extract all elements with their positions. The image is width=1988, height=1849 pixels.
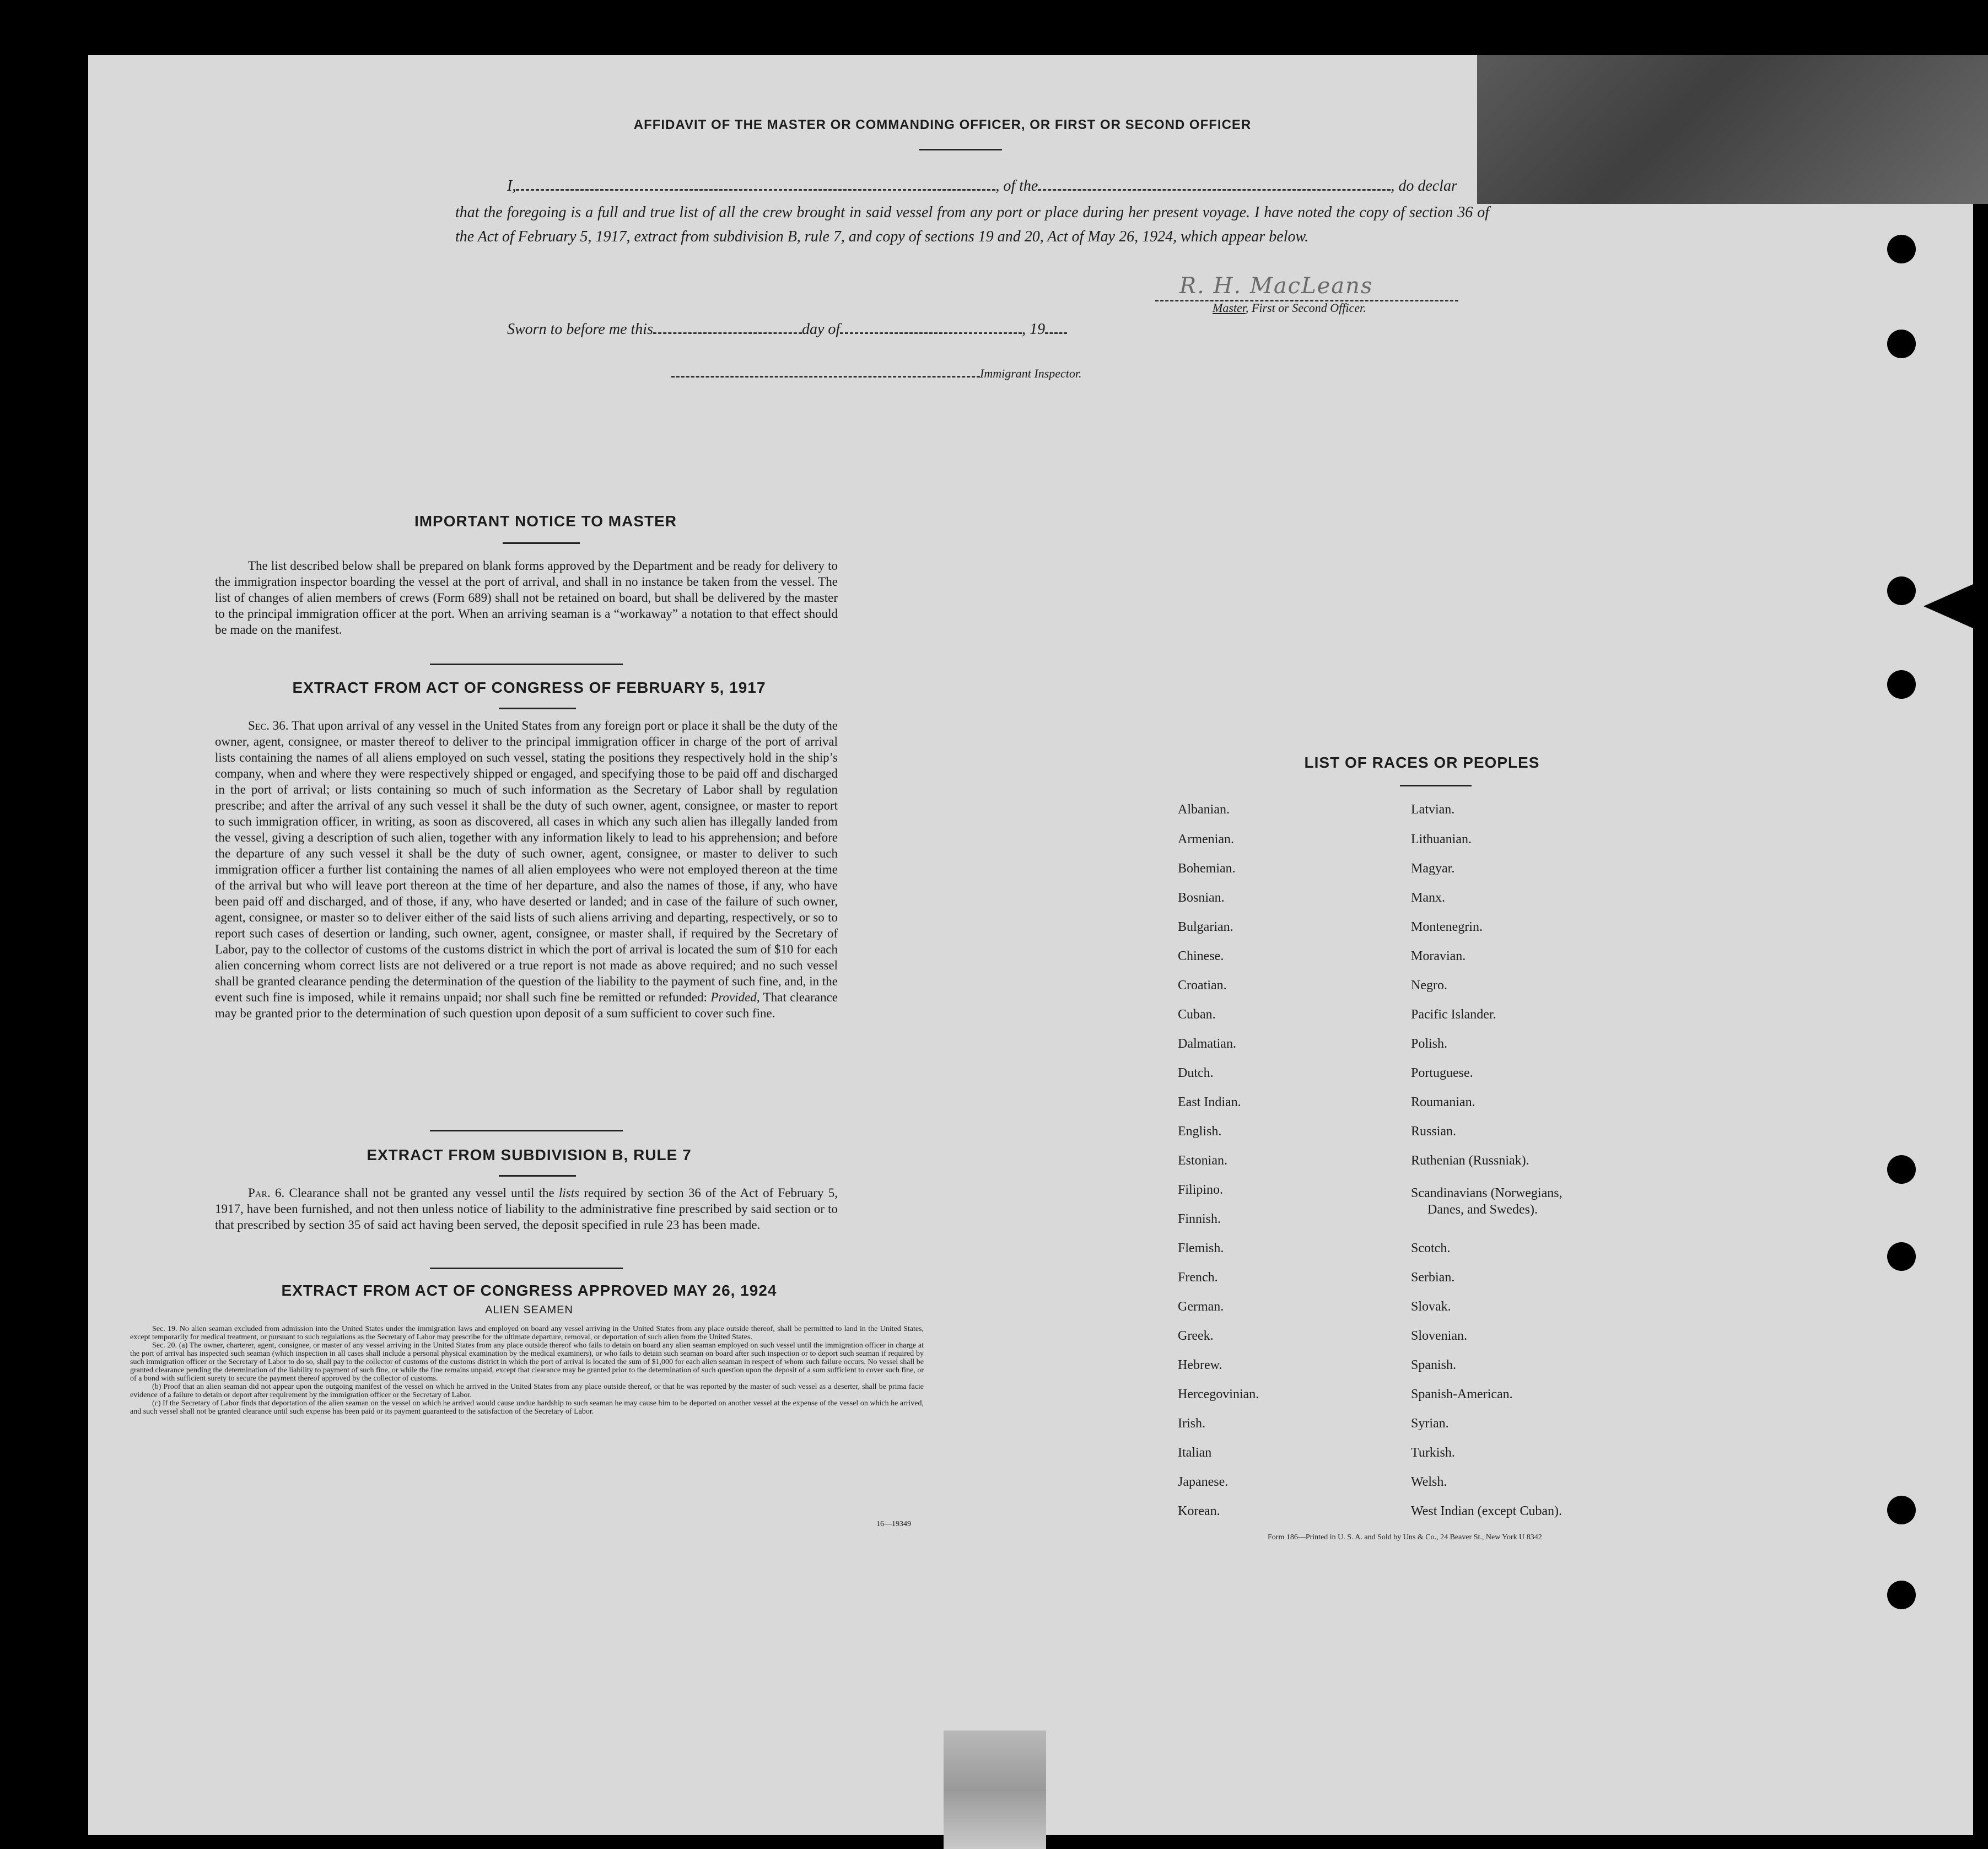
extract-rule7-body — [215, 1185, 838, 1233]
race-item: Finnish. — [1178, 1212, 1221, 1226]
notice-paragraph: The list described below shall be prepared on blank forms approved by the Department and be ready for delivery to the immigration inspector boarding the vessel at the port of arrival, and shall in no instance be taken from the vessel. The list of changes of alien members of crews (Form 689) shall not be retained on board, but shall be delivered by the master to the principal immigration officer at the port. When an arriving seaman is a “workaway” a notation to that effect should be made on the manifest. — [215, 559, 838, 637]
divider — [430, 1268, 623, 1269]
divider — [503, 542, 580, 544]
race-item: Manx. — [1411, 891, 1445, 905]
day-of-label: day of — [801, 321, 841, 338]
race-item: Lithuanian. — [1411, 832, 1472, 847]
race-item: Moravian. — [1411, 949, 1466, 963]
year-blank[interactable] — [1045, 322, 1067, 334]
binder-hole — [1887, 1242, 1916, 1271]
race-item: Hebrew. — [1178, 1358, 1222, 1372]
binder-hole — [1887, 330, 1916, 358]
divider — [1400, 785, 1472, 786]
inspector-signature-blank[interactable] — [671, 366, 980, 378]
sec20a-text: Sec. 20. (a) The owner, charterer, agent, consignee, or master of any vessel arriving in the United States from any place outside thereof who fails to detain on board any alien seaman employed on such vessel until the immigration officer in charge at the port of arrival has inspected such seaman (which inspection in all cases shall include a personal physical examination by the medical examiners), or who fails to detain such seaman on board after such inspection or to deport such seaman if required by such immigration officer or the Secretary of Labor to do so, shall pay to the collector of customs of the customs district in which the port of arrival is located the sum of $1,000 for each alien seaman in respect of whom such failure occurs. No vessel shall be granted clearance pending the determination of the liability to payment of such fine, or while the fine remains unpaid, except that clearance may be granted prior to the determination of such question upon the deposit of a sum sufficient to cover such fine, or of a bond with sufficient surety to secure the payment thereof approved by the collector of customs. — [130, 1341, 924, 1383]
extract-rule7-title: EXTRACT FROM SUBDIVISION B, RULE 7 — [367, 1146, 692, 1163]
notice-title: IMPORTANT NOTICE TO MASTER — [414, 513, 677, 530]
extract-1917-body — [215, 718, 838, 1021]
race-item: Greek. — [1178, 1329, 1214, 1343]
race-item: Filipino. — [1178, 1183, 1224, 1197]
provided-label: Provided, — [710, 990, 760, 1004]
race-item: Dutch. — [1178, 1066, 1214, 1080]
race-item: Hercegovinian. — [1178, 1387, 1259, 1401]
race-item: Armenian. — [1178, 832, 1234, 847]
race-item: Montenegrin. — [1411, 920, 1483, 934]
binder-hole — [1887, 1581, 1916, 1609]
year-label: , 19 — [1022, 321, 1046, 338]
race-item: Japanese. — [1178, 1475, 1229, 1489]
race-item: Latvian. — [1411, 802, 1455, 817]
printer-footer: Form 186—Printed in U. S. A. and Sold by Uns & Co., 24 Beaver St., New York U 8342 — [1268, 1533, 1542, 1541]
master-label: Master — [1213, 301, 1246, 315]
inspector-line — [671, 366, 1082, 381]
race-item: Chinese. — [1178, 949, 1224, 963]
lists-word: lists — [558, 1186, 580, 1200]
race-item: Spanish-American. — [1411, 1387, 1513, 1401]
sec20c-text: (c) If the Secretary of Labor finds that deportation of the alien seaman on the vessel on which he arrived would cause undue hardship to such seaman he may cause him to be deported on another vessel at the expense of the vessel on which he arrived, and such vessel shall not be granted clearance until such expense has been paid or its payment guaranteed to the satisfaction of the Secretary of Labor. — [130, 1399, 924, 1416]
race-item: Portuguese. — [1411, 1066, 1473, 1080]
race-item: Ruthenian (Russniak). — [1411, 1153, 1529, 1168]
race-item: Danes, and Swedes). — [1427, 1203, 1538, 1217]
race-item: Bosnian. — [1178, 891, 1225, 905]
binder-hole — [1887, 1496, 1916, 1524]
vessel-name-blank[interactable] — [1038, 179, 1391, 191]
race-item: Negro. — [1411, 978, 1447, 993]
inspector-label: Immigrant Inspector. — [980, 366, 1082, 380]
race-item: Russian. — [1411, 1124, 1457, 1139]
month-blank[interactable] — [840, 322, 1022, 334]
race-item: Irish. — [1178, 1416, 1205, 1431]
divider — [430, 1130, 623, 1131]
sec20b-text: (b) Proof that an alien seaman did not appear upon the outgoing manifest of the vessel on which he arrived in the United States from any place outside thereof, or that he was reported by the master of such vessel as a deserter, shall be prima facie evidence of a failure to detain or deport after requirement by the immigration officer or the Secretary of Labor. — [130, 1383, 924, 1399]
day-blank[interactable] — [653, 322, 802, 334]
master-signature: R. H. MacLeans — [1179, 273, 1373, 299]
race-item: Italian — [1178, 1446, 1212, 1460]
binder-hole — [1887, 235, 1916, 263]
race-item: Korean. — [1178, 1504, 1220, 1518]
race-item: Cuban. — [1178, 1007, 1216, 1022]
race-item: Slovenian. — [1411, 1329, 1467, 1343]
of-the-label: , of the — [995, 177, 1038, 195]
race-item: Bohemian. — [1178, 861, 1236, 876]
divider — [499, 1175, 576, 1177]
alien-seamen-subtitle: ALIEN SEAMEN — [485, 1304, 573, 1316]
race-item: English. — [1178, 1124, 1222, 1139]
race-item: Scandinavians (Norwegians, — [1411, 1186, 1563, 1200]
section-label: Sec. 36. — [248, 719, 289, 732]
race-item: French. — [1178, 1270, 1218, 1285]
race-item: East Indian. — [1178, 1095, 1241, 1109]
race-item: Roumanian. — [1411, 1095, 1475, 1109]
divider — [499, 708, 576, 709]
do-declare-label: , do declar — [1391, 177, 1457, 195]
race-item: Serbian. — [1411, 1270, 1455, 1285]
tape-strip-top — [1477, 55, 1988, 204]
sworn-line — [507, 321, 1067, 338]
race-item: German. — [1178, 1300, 1224, 1314]
race-item: West Indian (except Cuban). — [1411, 1504, 1562, 1518]
sec19-text: Sec. 19. No alien seaman excluded from admission into the United States under the immigration laws and employed on board any vessel arriving in the United States from any place outside thereof, shall be permitted to land in the United States, except temporarily for medical treatment, or pursuant to such regulations as the Secretary of Labor may prescribe for the ultimate departure, removal, or deportation of such alien from the United States. — [130, 1325, 924, 1341]
race-item: Dalmatian. — [1178, 1037, 1236, 1051]
binder-hole — [1887, 670, 1916, 699]
affidavit-body: that the foregoing is a full and true list of all the crew brought in said vessel from any port or place during her present voyage. I have noted the copy of section 36 of the Act of February 5, 1917, extract from subdivision B, rule 7, and copy of sections 19 and 20, Act of May 26, 1924, which appear below. — [455, 204, 1489, 245]
race-item: Albanian. — [1178, 802, 1230, 817]
torn-edge — [1924, 584, 1973, 628]
binder-hole — [1887, 1155, 1916, 1184]
rule-text-a: Clearance shall not be granted any vessel until the — [289, 1186, 554, 1200]
divider — [430, 664, 623, 665]
affidavit-title: AFFIDAVIT OF THE MASTER OR COMMANDING OFFICER, OR FIRST OR SECOND OFFICER — [633, 117, 1252, 132]
extract-1924-body — [130, 1325, 924, 1416]
race-item: Estonian. — [1178, 1153, 1227, 1168]
paragraph-label: Par. 6. — [248, 1186, 285, 1200]
officer-label: , First or Second Officer. — [1245, 301, 1366, 315]
race-item: Syrian. — [1411, 1416, 1449, 1431]
notice-body — [215, 558, 838, 638]
race-item: Welsh. — [1411, 1475, 1447, 1489]
race-item: Scotch. — [1411, 1241, 1451, 1255]
race-item: Spanish. — [1411, 1358, 1457, 1372]
section-text: That upon arrival of any vessel in the United States from any foreign port or place it shall be the duty of the owner, agent, consignee, or master thereof to deliver to the principal immigration officer in charge of the port of arrival lists containing the names of all aliens employed on such vessel, stating the positions they respectively hold in the ship’s company, when and where they were respectively shipped or engaged, and specifying those to be paid off and discharged in the port of arrival; or lists containing so much of such information as the Secretary of Labor shall by regulation prescribe; and after the arrival of any such vessel it shall be the duty of such owner, agent, consignee, or master to report to such immigration officer, in writing, as soon as discovered, all cases in which any such alien has illegally landed from the vessel, giving a description of such alien, together with any information likely to lead to his apprehension; and before the departure of any such vessel it shall be the duty of such owner, agent, consignee, or master to deliver to such immigration officer a further list containing the names of all alien employees who were not employed thereon at the time of the arrival but who will leave port thereon at the time of her departure, and also the names of those, if any, who have been paid off and discharged, and of those, if any, who have deserted or landed; and in case of the failure of such owner, agent, consignee, or master so to deliver either of the said lists of such aliens arriving and departing, respectively, or so to report such cases of desertion or landing, such owner, agent, consignee, or master shall, if required by the Secretary of Labor, pay to the collector of customs of the customs district in which the port of arrival is located the sum of $10 for each alien concerning whom correct lists are not delivered or a true report is not made as above required; and no such vessel shall be granted clearance pending the determination of the question of the liability to the payment of such fine, and, in the event such fine is imposed, while it remains unpaid; nor shall such fine be remitted or refunded: — [215, 719, 838, 1004]
race-item: Bulgarian. — [1178, 920, 1233, 934]
declaration-line — [507, 177, 1457, 195]
divider — [919, 149, 1002, 150]
binder-hole — [1887, 576, 1916, 605]
tape-strip-bottom — [944, 1731, 1046, 1849]
race-item: Slovak. — [1411, 1300, 1451, 1314]
section-tail: That clearance may be granted prior to the determination of such question upon deposit of a sum sufficient to cover such fine. — [215, 990, 838, 1020]
declarant-prefix: I, — [507, 177, 516, 195]
races-title: LIST OF RACES OR PEOPLES — [1304, 754, 1540, 771]
race-item: Pacific Islander. — [1411, 1007, 1496, 1022]
form-code: 16—19349 — [876, 1520, 911, 1528]
signature-caption — [1213, 301, 1366, 315]
race-item: Magyar. — [1411, 861, 1455, 876]
rule-text-b: required by section 36 of the Act of February 5, 1917, have been furnished, and not then unless notice of liability to the administrative fine prescribed by said section or to that prescribed by section 35 of said act having been served, the deposit specified in rule 23 has been made. — [215, 1186, 838, 1232]
signature-line — [1155, 290, 1458, 301]
extract-1917-title: EXTRACT FROM ACT OF CONGRESS OF FEBRUARY 5, 1917 — [292, 679, 766, 696]
race-item: Flemish. — [1178, 1241, 1224, 1255]
sworn-label: Sworn to before me this — [507, 321, 653, 338]
race-item: Polish. — [1411, 1037, 1448, 1051]
extract-1924-title: EXTRACT FROM ACT OF CONGRESS APPROVED MAY 26, 1924 — [281, 1282, 777, 1299]
declarant-name-blank[interactable] — [516, 179, 995, 191]
race-item: Croatian. — [1178, 978, 1227, 993]
race-item: Turkish. — [1411, 1446, 1455, 1460]
